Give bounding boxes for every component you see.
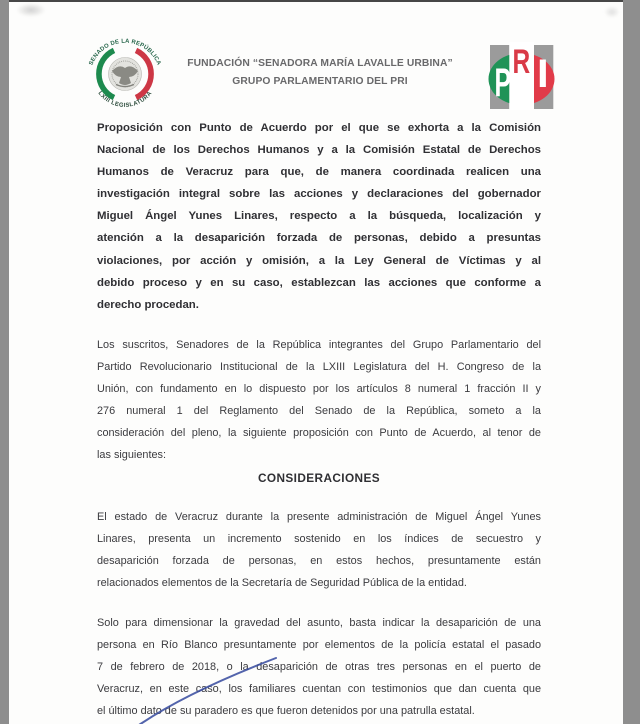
scan-left-edge (0, 0, 9, 724)
text-line: persona en Río Blanco presuntamente por elementos de la policía estatal el pasado (97, 639, 541, 652)
eagle-emblem-icon (109, 58, 142, 91)
scan-top-edge (0, 0, 640, 2)
title-paragraph (97, 117, 541, 316)
seal-top-label: SENADO DE LA REPÚBLICA (88, 38, 162, 67)
text-line: 7 de febrero de 2018, o la desaparición de otras tres personas en el puerto de (97, 661, 541, 674)
text-line: Nacional de los Derechos Humanos y a la Comisión Estatal de Derechos (97, 144, 541, 157)
text-line: Linares, presenta un incremento sostenido en los índices de secuestro y (97, 533, 541, 546)
scan-smudge-right (604, 6, 620, 18)
text-line: relacionados elementos de la Secretaría de Seguridad Pública de la entidad. (97, 577, 467, 590)
senate-seal-icon (85, 33, 165, 115)
text-line: El estado de Veracruz durante la presente administración de Miguel Ángel Yunes (97, 511, 541, 523)
text-line: derecho procedan. (97, 298, 199, 311)
seal-bottom-label: LXIII LEGISLATURA (96, 90, 154, 109)
pri-letter-r: R (512, 43, 531, 82)
text-line: Proposición con Punto de Acuerdo por el que se exhorta a la Comisión (97, 122, 541, 134)
considerations-paragraph-1 (97, 506, 541, 594)
text-line: desaparición forzada de personas, en estos hechos, presuntamente están (97, 555, 541, 568)
text-line: Partido Revolucionario Institucional de la LXIII Legislatura del H. Congreso de la (97, 361, 541, 374)
text-line: debido proceso y en su caso, establezcan las acciones que conforme a (97, 276, 541, 289)
scan-smudge (16, 3, 46, 17)
parliamentary-group: GRUPO PARLAMENTARIO DEL PRI (232, 75, 408, 87)
pri-logo-icon (486, 42, 558, 110)
text-line: violaciones, por acción y omisión, a la Ley General de Víctimas y al (97, 254, 541, 267)
text-line: consideración del pleno, la siguiente proposición con Punto de Acuerdo, al tenor de (97, 427, 541, 440)
text-line: atención a la desaparición forzada de personas, debido a presuntas (97, 232, 541, 245)
foundation-name: FUNDACIÓN “SENADORA MARÍA LAVALLE URBINA” (187, 58, 453, 69)
text-line: el último dato de su paradero es que fueron detenidos por una patrulla estatal. (97, 705, 475, 718)
intro-paragraph (97, 334, 541, 467)
text-line: Miguel Ángel Yunes Linares, respecto a la búsqueda, localización y (97, 210, 541, 223)
pri-letter-i: I (537, 50, 549, 96)
text-line: Unión, con fundamento en lo dispuesto por los artículos 8 numeral 1 fracción II y (97, 383, 541, 396)
text-line: Humanos de Veracruz para que, de manera coordinada realicen una (97, 166, 541, 179)
section-heading: CONSIDERACIONES (257, 471, 381, 485)
considerations-paragraph-2 (97, 612, 541, 722)
scan-right-edge (623, 0, 640, 724)
text-line: Los suscritos, Senadores de la República integrantes del Grupo Parlamentario del (97, 339, 541, 351)
text-line: Veracruz, en este caso, los familiares cuentan con testimonios que dan cuenta que (97, 683, 541, 696)
letterhead (168, 55, 472, 90)
text-line: Solo para dimensionar la gravedad del asunto, basta indicar la desaparición de una (97, 617, 541, 629)
pri-letter-p: P (494, 61, 512, 106)
text-line: 276 numeral 1 del Reglamento del Senado de la República, someto a la (97, 405, 541, 418)
text-line: investigación integral sobre las acciones y declaraciones del gobernador (97, 188, 541, 201)
text-line: las siguientes: (97, 449, 167, 462)
